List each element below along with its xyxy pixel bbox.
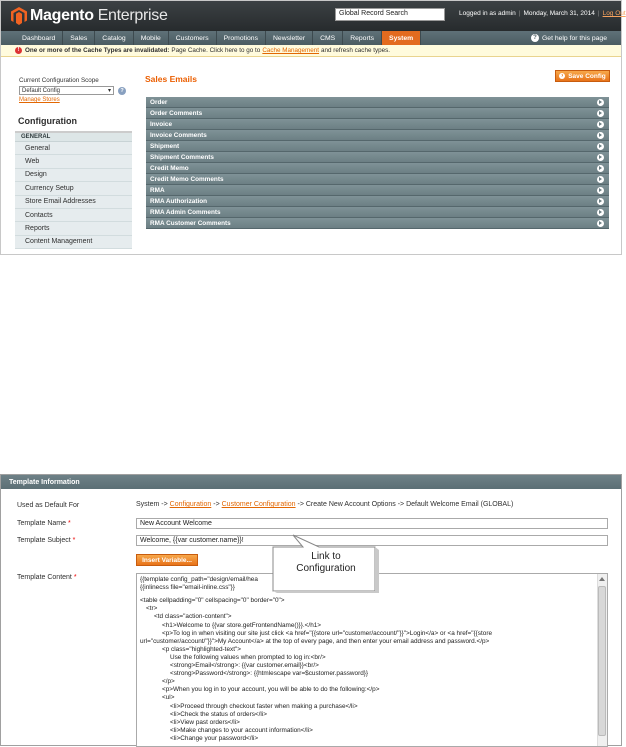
config-scope <box>19 77 131 103</box>
scrollbar[interactable] <box>597 574 607 746</box>
sidebar-item-currency-setup[interactable]: Currency Setup <box>15 182 132 195</box>
expand-icon[interactable] <box>597 154 604 161</box>
callout-line-1: Link to <box>311 551 341 562</box>
expand-icon[interactable] <box>597 187 604 194</box>
code-line: <strong>Password</strong>: {{htmlescape var=$customer.password}} <box>170 670 369 678</box>
code-line: Use the following values when prompted to log in:<br/> <box>170 653 326 661</box>
scope-help-icon[interactable]: ? <box>118 87 126 95</box>
insert-variable-button[interactable]: Insert Variable... <box>136 554 198 566</box>
section-label: Invoice Comments <box>150 131 207 139</box>
scope-select[interactable] <box>19 86 114 95</box>
save-icon: › <box>561 73 564 79</box>
template-info-header: Template Information <box>1 475 621 489</box>
help-link[interactable] <box>531 34 607 42</box>
section-rma-authorization[interactable] <box>146 196 609 207</box>
section-shipment[interactable] <box>146 141 609 152</box>
section-label: Order <box>150 98 168 106</box>
logged-in-text: Logged in as admin <box>459 10 516 17</box>
section-label: Order Comments <box>150 109 203 117</box>
nav-item-system[interactable]: System <box>382 31 421 45</box>
help-icon: ? <box>531 34 539 42</box>
code-line: <td class="action-content"> <box>154 613 232 621</box>
cache-notice <box>1 45 621 57</box>
section-label: Invoice <box>150 120 173 128</box>
section-label: Credit Memo Comments <box>150 175 224 183</box>
code-line: {{template config_path="design/email/hea <box>140 576 258 583</box>
sidebar-title: Configuration <box>15 111 132 133</box>
sidebar-item-contacts[interactable]: Contacts <box>15 209 132 222</box>
template-name-label: Template Name * <box>17 520 71 527</box>
code-line: <li>Proceed through checkout faster when making a purchase</li> <box>170 702 358 710</box>
section-order[interactable] <box>146 97 609 108</box>
code-line: url="customer/account/"}}">My Account</a> at the top of every page, and then enter your email address and password.</p> <box>140 637 490 645</box>
sidebar-item-content-management[interactable]: Content Management <box>15 236 132 249</box>
expand-icon[interactable] <box>597 176 604 183</box>
nav-item-sales[interactable]: Sales <box>63 31 95 45</box>
sidebar-item-reports[interactable]: Reports <box>15 222 132 235</box>
config-path <box>136 501 513 508</box>
manage-stores-link[interactable]: Manage Stores <box>19 97 60 103</box>
template-subject-input[interactable]: Welcome, {{var customer.name}}! <box>136 535 608 546</box>
section-title: Sales Emails <box>145 74 197 84</box>
expand-icon[interactable] <box>597 110 604 117</box>
nav-item-reports[interactable]: Reports <box>343 31 382 45</box>
section-label: RMA Admin Comments <box>150 208 221 216</box>
expand-icon[interactable] <box>597 143 604 150</box>
link-callout <box>263 535 379 593</box>
code-line: <table cellpadding="0" cellspacing="0" border="0"> <box>140 597 285 605</box>
section-rma-customer-comments[interactable] <box>146 218 609 229</box>
config-sidebar <box>15 111 132 249</box>
section-rma-admin-comments[interactable] <box>146 207 609 218</box>
code-line: <tr> <box>146 605 158 613</box>
help-label: Get help for this page <box>542 34 607 42</box>
code-line: <p>To log in when visiting our site just click <a href="{{store url="customer/account/"}}">Login</a> or <a href="{{store <box>162 629 493 637</box>
template-screenshot <box>0 474 622 746</box>
default-for-label: Used as Default For <box>17 502 80 509</box>
logo-brand: Magento <box>30 7 94 24</box>
expand-icon[interactable] <box>597 132 604 139</box>
save-label: Save Config <box>568 72 606 80</box>
nav-item-newsletter[interactable]: Newsletter <box>266 31 313 45</box>
scroll-thumb[interactable] <box>598 586 606 736</box>
nav-item-cms[interactable]: CMS <box>313 31 343 45</box>
nav-item-mobile[interactable]: Mobile <box>134 31 169 45</box>
section-rma[interactable] <box>146 185 609 196</box>
section-credit-memo[interactable] <box>146 163 609 174</box>
expand-icon[interactable] <box>597 198 604 205</box>
admin-header <box>1 1 626 31</box>
sidebar-item-general[interactable]: General <box>15 142 132 155</box>
expand-icon[interactable] <box>597 209 604 216</box>
scope-label: Current Configuration Scope <box>19 77 99 84</box>
section-label: Shipment <box>150 142 180 150</box>
code-line: <strong>Email</strong>: {{var customer.email}}<br/> <box>170 662 319 669</box>
header-info: Logged in as admin | Monday, March 31, 2014 | Log Out <box>459 10 626 17</box>
global-search-input[interactable]: Global Record Search <box>335 8 445 21</box>
code-line: <p>When you log in to your account, you will be able to do the following:</p> <box>162 686 380 694</box>
path-text-3: -> Create New Account Options -> Default Welcome Email (GLOBAL) <box>297 501 514 508</box>
code-line: <li>Make changes to your account information</li> <box>170 726 313 734</box>
section-shipment-comments[interactable] <box>146 152 609 163</box>
code-line: <li>Check the status of orders</li> <box>170 710 267 718</box>
sidebar-item-web[interactable]: Web <box>15 155 132 168</box>
path-text-1: System -> <box>136 501 168 508</box>
chevron-down-icon: ▾ <box>107 88 111 94</box>
nav-item-catalog[interactable]: Catalog <box>95 31 133 45</box>
configuration-link[interactable]: Configuration <box>169 501 212 508</box>
section-label: RMA Customer Comments <box>150 219 231 227</box>
section-label: RMA Authorization <box>150 197 208 205</box>
save-config-button[interactable] <box>555 70 610 82</box>
section-label: Credit Memo <box>150 164 189 172</box>
code-line: <ul> <box>162 694 175 702</box>
cache-management-link[interactable]: Cache Management <box>262 47 320 54</box>
section-order-comments[interactable] <box>146 108 609 119</box>
path-text-2: -> <box>213 501 220 508</box>
expand-icon[interactable] <box>597 99 604 106</box>
nav-item-customers[interactable]: Customers <box>169 31 217 45</box>
logo-edition: Enterprise <box>97 7 168 24</box>
callout-line-2: Configuration <box>296 563 356 574</box>
scroll-up-icon[interactable] <box>599 577 605 581</box>
code-line: {{inlinecss file="email-inline.css"}} <box>140 584 235 592</box>
expand-icon[interactable] <box>597 165 604 172</box>
magento-logo-icon <box>11 7 27 25</box>
code-line: </p> <box>162 678 175 686</box>
template-name-input[interactable]: New Account Welcome <box>136 518 608 529</box>
nav-item-dashboard[interactable]: Dashboard <box>15 31 63 45</box>
email-sections <box>146 97 609 229</box>
template-content-textarea[interactable] <box>136 573 608 747</box>
header-date: Monday, March 31, 2014 <box>523 10 595 17</box>
main-nav <box>1 31 621 45</box>
section-label: RMA <box>150 186 165 194</box>
section-invoice-comments[interactable] <box>146 130 609 141</box>
sidebar-group-general[interactable]: GENERAL <box>15 133 132 142</box>
code-line: <li>View past orders</li> <box>170 718 240 726</box>
error-icon: ! <box>15 47 22 54</box>
code-line: <li>Change your password</li> <box>170 734 259 742</box>
nav-item-promotions[interactable]: Promotions <box>217 31 266 45</box>
sidebar-item-store-email-addresses[interactable]: Store Email Addresses <box>15 196 132 209</box>
code-line: <h1>Welcome to {{var store.getFrontendName()}}.</h1> <box>162 621 322 629</box>
logout-link[interactable]: Log Out <box>602 10 626 17</box>
customer-configuration-link[interactable]: Customer Configuration <box>221 501 296 508</box>
scope-value: Default Config <box>22 87 61 94</box>
sidebar-item-design[interactable]: Design <box>15 169 132 182</box>
section-invoice[interactable] <box>146 119 609 130</box>
magento-logo[interactable] <box>11 7 168 25</box>
template-subject-label: Template Subject * <box>17 537 76 544</box>
notice-bold: One or more of the Cache Types are invalidated: <box>25 47 170 54</box>
notice-text-end: and refresh cache types. <box>321 47 391 54</box>
config-screenshot <box>0 0 626 255</box>
notice-text: Page Cache. Click here to go to <box>171 47 261 54</box>
code-line: <p class="highlighted-text"> <box>162 645 241 653</box>
section-label: Shipment Comments <box>150 153 214 161</box>
expand-icon[interactable] <box>597 220 604 227</box>
template-content-label: Template Content * <box>17 574 77 581</box>
expand-icon[interactable] <box>597 121 604 128</box>
section-credit-memo-comments[interactable] <box>146 174 609 185</box>
